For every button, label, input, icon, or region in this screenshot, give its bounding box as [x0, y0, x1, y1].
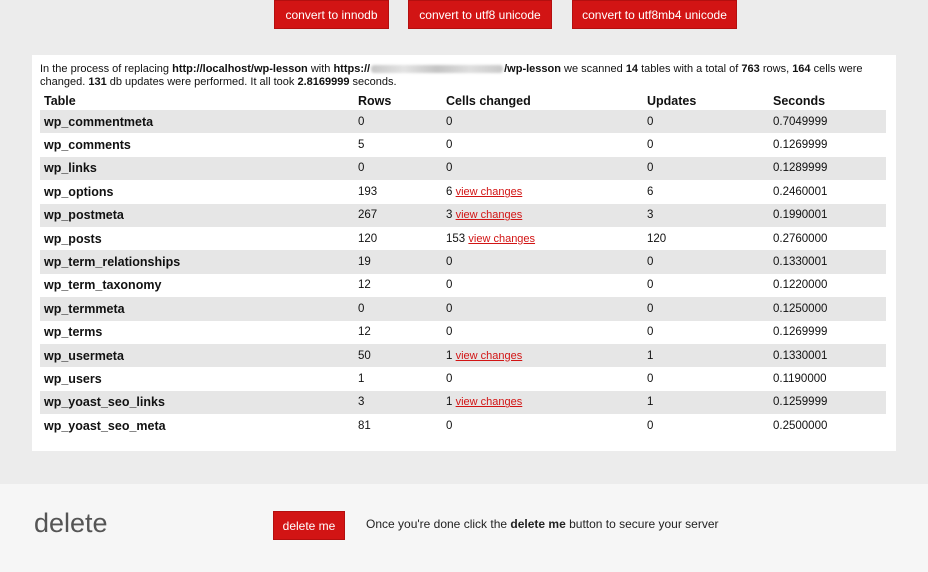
- view-changes-link[interactable]: view changes: [455, 185, 523, 198]
- summary-text: db updates were performed. It all took: [109, 76, 295, 88]
- table-row: [40, 110, 886, 133]
- table-name-cell: wp_term_taxonomy: [44, 278, 162, 293]
- cells-changed-value: 0: [446, 372, 453, 385]
- summary-text: seconds.: [352, 76, 397, 88]
- header-rows: Rows: [358, 93, 392, 108]
- cells-changed-value: 0: [446, 162, 453, 175]
- cells-changed-cell: [442, 367, 643, 390]
- cells-changed-value: 6: [446, 185, 453, 198]
- updates-cell: 0: [647, 326, 654, 339]
- table-row: [40, 204, 886, 227]
- results-panel: [32, 55, 896, 451]
- cells-changed-cell: [442, 391, 643, 414]
- rows-cell: 81: [358, 419, 371, 432]
- cells-changed-value: 0: [446, 115, 453, 128]
- old-url: http://localhost/wp-lesson: [172, 63, 308, 75]
- table-name-cell: wp_commentmeta: [40, 110, 354, 133]
- seconds-cell: 0.1250000: [769, 297, 886, 320]
- seconds-cell: 0.1220000: [773, 279, 828, 292]
- seconds-cell: 0.2460001: [773, 185, 828, 198]
- rows-cell: 12: [358, 326, 371, 339]
- cells-changed-cell: [442, 227, 643, 250]
- cells-changed-value: 153: [446, 232, 466, 245]
- rows-cell: 267: [354, 204, 442, 227]
- view-changes-link[interactable]: view changes: [468, 232, 536, 245]
- convert-utf8-button[interactable]: convert to utf8 unicode: [408, 0, 552, 29]
- delete-me-button[interactable]: delete me: [273, 511, 345, 540]
- updates-count: 131: [88, 76, 107, 88]
- cells-changed-value: 1: [446, 396, 453, 409]
- table-name-cell: wp_comments: [44, 138, 131, 153]
- table-name-cell: wp_yoast_seo_meta: [44, 418, 166, 433]
- rows-cell: 3: [354, 391, 442, 414]
- updates-cell: 6: [647, 185, 654, 198]
- cells-changed-cell: [442, 344, 643, 367]
- updates-cell: 0: [643, 110, 769, 133]
- updates-cell: 1: [643, 391, 769, 414]
- header-updates: Updates: [647, 93, 697, 108]
- rows-cell: 120: [358, 232, 378, 245]
- table-name-cell: wp_termmeta: [40, 297, 354, 320]
- updates-cell: 0: [647, 279, 654, 292]
- updates-cell: 0: [647, 139, 654, 152]
- updates-cell: 0: [643, 250, 769, 273]
- cells-changed-value: 0: [446, 256, 453, 269]
- cells-changed-value: 0: [446, 326, 453, 339]
- updates-cell: 0: [643, 157, 769, 180]
- table-row: [40, 274, 886, 297]
- view-changes-link[interactable]: view changes: [455, 209, 523, 222]
- cells-changed-value: 0: [446, 139, 453, 152]
- table-row: [40, 297, 886, 320]
- table-row: [40, 227, 886, 250]
- conversion-toolbar: [0, 0, 928, 30]
- seconds-total: 2.8169999: [297, 76, 350, 88]
- cells-changed-cell: [442, 297, 643, 320]
- summary-text: with: [310, 63, 331, 75]
- rows-count: 763: [741, 63, 760, 75]
- table-name-cell: wp_term_relationships: [40, 250, 354, 273]
- tables-count: 14: [625, 63, 639, 75]
- cells-changed-cell: [442, 414, 643, 437]
- table-row: [40, 344, 886, 367]
- header-table: Table: [44, 93, 76, 108]
- delete-note: Once you're done click the delete me button to secure your server: [366, 517, 719, 531]
- seconds-cell: 0.7049999: [769, 110, 886, 133]
- cells-changed-value: 0: [446, 279, 453, 292]
- summary-text: cells were changed.: [40, 63, 863, 88]
- updates-cell: 1: [643, 344, 769, 367]
- seconds-cell: 0.1259999: [769, 391, 886, 414]
- updates-cell: 0: [643, 297, 769, 320]
- table-row: [40, 391, 886, 414]
- table-name-cell: wp_usermeta: [40, 344, 354, 367]
- rows-cell: 0: [354, 297, 442, 320]
- header-cells-changed: Cells changed: [446, 93, 531, 108]
- rows-cell: 19: [354, 250, 442, 273]
- seconds-cell: 0.1269999: [773, 326, 828, 339]
- table-row: [40, 157, 886, 180]
- rows-cell: 0: [354, 157, 442, 180]
- table-row: [40, 414, 886, 437]
- summary-text: we scanned: [564, 63, 623, 75]
- updates-cell: 0: [647, 419, 654, 432]
- updates-cell: 0: [647, 372, 654, 385]
- header-seconds: Seconds: [773, 93, 826, 108]
- cells-changed-value: 0: [446, 302, 453, 315]
- rows-cell: 5: [358, 139, 365, 152]
- table-name-cell: wp_yoast_seo_links: [40, 391, 354, 414]
- table-name-cell: wp_links: [40, 157, 354, 180]
- table-name-cell: wp_terms: [44, 325, 103, 340]
- seconds-cell: 0.1190000: [773, 372, 827, 385]
- seconds-cell: 0.1990001: [769, 204, 886, 227]
- cells-changed-cell: [442, 250, 643, 273]
- view-changes-link[interactable]: view changes: [455, 396, 523, 409]
- results-body: [40, 110, 886, 437]
- rows-cell: 12: [358, 279, 371, 292]
- cells-count: 164: [792, 63, 811, 75]
- cells-changed-cell: [442, 274, 643, 297]
- results-table: [40, 91, 886, 437]
- delete-title: delete: [34, 508, 108, 538]
- delete-section: [0, 484, 928, 572]
- table-name-cell: wp_options: [44, 184, 114, 199]
- summary-text: rows,: [762, 63, 790, 75]
- new-url: https:// /wp-lesson: [333, 63, 561, 75]
- seconds-cell: 0.1330001: [769, 344, 886, 367]
- table-name-cell: wp_users: [44, 371, 102, 386]
- cells-changed-value: 3: [446, 209, 453, 222]
- convert-innodb-button[interactable]: convert to innodb: [274, 0, 389, 29]
- rows-cell: 0: [354, 110, 442, 133]
- table-row: [40, 133, 886, 156]
- seconds-cell: 0.2500000: [773, 419, 828, 432]
- rows-cell: 1: [358, 372, 365, 385]
- summary-text: tables with a total of: [641, 63, 739, 75]
- updates-cell: 120: [647, 232, 667, 245]
- cells-changed-cell: [442, 180, 643, 203]
- seconds-cell: 0.2760000: [773, 232, 828, 245]
- cells-changed-cell: [442, 110, 643, 133]
- rows-cell: 193: [358, 185, 378, 198]
- cells-changed-value: 1: [446, 349, 453, 362]
- table-header-row: [40, 91, 886, 110]
- rows-cell: 50: [354, 344, 442, 367]
- seconds-cell: 0.1289999: [769, 157, 886, 180]
- updates-cell: 3: [643, 204, 769, 227]
- redacted-domain: [371, 65, 503, 73]
- cells-changed-cell: [442, 321, 643, 344]
- cells-changed-cell: [442, 157, 643, 180]
- table-name-cell: wp_posts: [44, 231, 102, 246]
- table-name-cell: wp_postmeta: [40, 204, 354, 227]
- view-changes-link[interactable]: view changes: [455, 349, 523, 362]
- seconds-cell: 0.1330001: [769, 250, 886, 273]
- summary-text: In the process of replacing: [40, 63, 170, 75]
- table-row: [40, 367, 886, 390]
- table-row: [40, 250, 886, 273]
- seconds-cell: 0.1269999: [773, 139, 828, 152]
- cells-changed-cell: [442, 133, 643, 156]
- results-summary: [40, 63, 880, 89]
- cells-changed-cell: [442, 204, 643, 227]
- table-row: [40, 321, 886, 344]
- table-row: [40, 180, 886, 203]
- cells-changed-value: 0: [446, 419, 453, 432]
- convert-utf8mb4-button[interactable]: convert to utf8mb4 unicode: [572, 0, 737, 29]
